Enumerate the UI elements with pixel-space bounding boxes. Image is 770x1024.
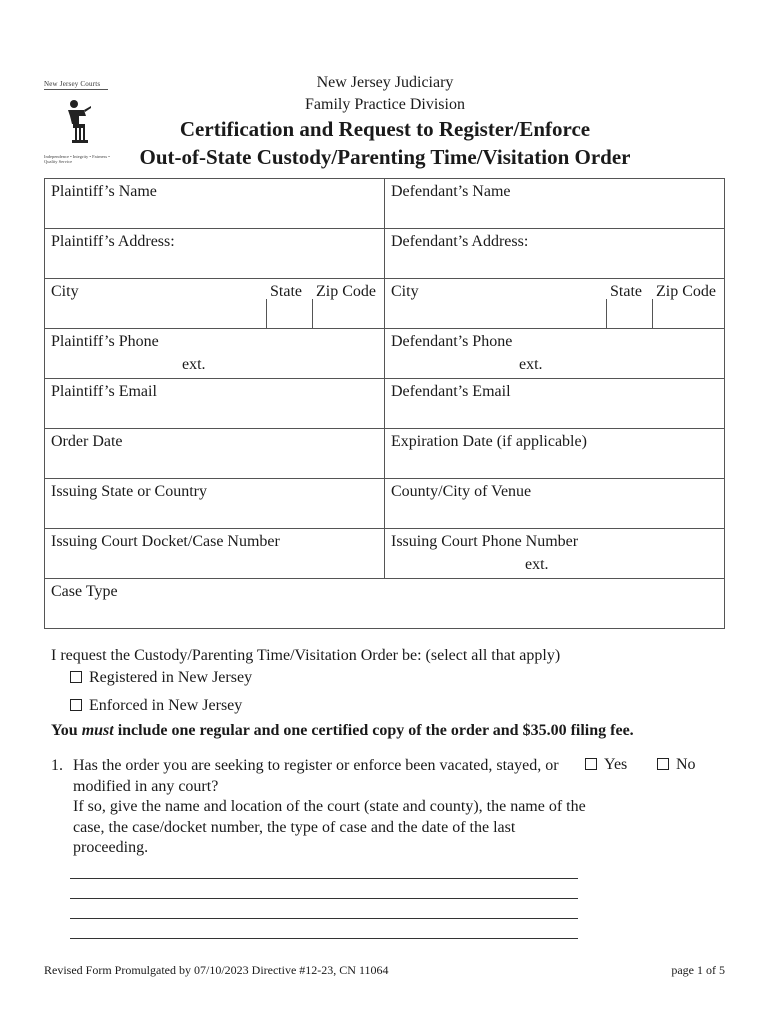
issuing-state-label: Issuing State or Country (51, 483, 207, 500)
plaintiff-address-label: Plaintiff’s Address: (51, 233, 175, 250)
plaintiff-state-divider (266, 299, 267, 328)
plaintiff-ext-label: ext. (182, 356, 206, 373)
enforced-checkbox[interactable] (70, 699, 82, 711)
defendant-state-divider (606, 299, 607, 328)
answer-line-3[interactable] (70, 918, 578, 919)
enforced-label: Enforced in New Jersey (89, 697, 243, 714)
county-venue-label: County/City of Venue (391, 483, 532, 500)
defendant-state-label: State (610, 283, 642, 300)
defendant-phone-label: Defendant’s Phone (391, 333, 513, 350)
footer-revision: Revised Form Promulgated by 07/10/2023 Directive #12-23, CN 11064 (44, 963, 389, 977)
plaintiff-email-field[interactable] (45, 379, 385, 428)
defendant-address-label: Defendant’s Address: (391, 233, 529, 250)
plaintiff-name-label: Plaintiff’s Name (51, 183, 157, 200)
row-dates (45, 429, 724, 479)
registered-checkbox[interactable] (70, 671, 82, 683)
row-case-type (45, 579, 724, 628)
filing-requirement-notice (51, 722, 634, 740)
case-type-label: Case Type (51, 583, 118, 600)
question-1-text: Has the order you are seeking to register or enforce been vacated, stayed, or modified in any court? (73, 757, 559, 795)
docket-number-field[interactable] (45, 529, 385, 578)
form-title-line-2: Out-of-State Custody/Parenting Time/Visitation Order (139, 145, 631, 169)
must-pre: You (51, 722, 82, 739)
defendant-email-field[interactable] (385, 379, 724, 428)
logo-top-text: New Jersey Courts (44, 80, 108, 90)
answer-line-4[interactable] (70, 938, 578, 939)
defendant-city-state-zip (385, 279, 724, 328)
plaintiff-phone-label: Plaintiff’s Phone (51, 333, 159, 350)
party-info-table (44, 178, 725, 629)
question-1-yes-checkbox[interactable] (585, 758, 597, 770)
judiciary-name: New Jersey Judiciary (316, 74, 454, 91)
plaintiff-zip-divider (312, 299, 313, 328)
plaintiff-address-field[interactable] (45, 229, 385, 278)
plaintiff-zip-label: Zip Code (316, 283, 376, 300)
issuing-state-field[interactable] (45, 479, 385, 528)
order-date-label: Order Date (51, 433, 123, 450)
answer-line-1[interactable] (70, 878, 578, 879)
question-1-no-option[interactable] (657, 756, 696, 774)
order-date-field[interactable] (45, 429, 385, 478)
registered-label: Registered in New Jersey (89, 669, 253, 686)
question-1-no-checkbox[interactable] (657, 758, 669, 770)
defendant-name-field[interactable] (385, 179, 724, 228)
defendant-zip-label: Zip Code (656, 283, 716, 300)
plaintiff-phone-field[interactable] (45, 329, 385, 378)
must-post: include one regular and one certified copy of the order and $35.00 filing fee. (113, 722, 634, 739)
question-1-number: 1. (51, 757, 63, 774)
form-title-line-1: Certification and Request to Register/Enforce (179, 117, 591, 141)
defendant-address-field[interactable] (385, 229, 724, 278)
row-phones (45, 329, 724, 379)
division-name: Family Practice Division (305, 96, 465, 113)
footer-page-number: page 1 of 5 (671, 963, 725, 977)
plaintiff-city-state-zip (45, 279, 385, 328)
option-registered[interactable] (70, 669, 252, 687)
plaintiff-email-label: Plaintiff’s Email (51, 383, 157, 400)
question-1-body (73, 756, 593, 859)
plaintiff-city-label: City (51, 283, 79, 300)
row-court (45, 529, 724, 579)
row-city-state-zip (45, 279, 724, 329)
expiration-date-field[interactable] (385, 429, 724, 478)
answer-line-2[interactable] (70, 898, 578, 899)
plaintiff-name-field[interactable] (45, 179, 385, 228)
row-emails (45, 379, 724, 429)
question-1-yes-option[interactable] (585, 756, 627, 774)
defendant-ext-label: ext. (519, 356, 543, 373)
row-names (45, 179, 724, 229)
request-intro: I request the Custody/Parenting Time/Visitation Order be: (select all that apply) (51, 647, 561, 664)
question-1-yes-label: Yes (604, 756, 628, 773)
defendant-zip-divider (652, 299, 653, 328)
question-1-no-label: No (676, 756, 696, 773)
case-type-field[interactable] (45, 579, 724, 628)
question-1 (51, 756, 591, 856)
court-phone-field[interactable] (385, 529, 724, 578)
defendant-email-label: Defendant’s Email (391, 383, 511, 400)
expiration-date-label: Expiration Date (if applicable) (391, 433, 587, 450)
court-phone-ext-label: ext. (525, 556, 549, 573)
question-1-followup: If so, give the name and location of the court (state and county), the name of the case, the case/docket number, the type of case and the date of the last proceeding. (73, 798, 586, 856)
row-venue (45, 479, 724, 529)
must-emphasis: must (81, 722, 114, 739)
defendant-city-label: City (391, 283, 419, 300)
plaintiff-state-label: State (270, 283, 302, 300)
option-enforced[interactable] (70, 697, 242, 715)
defendant-phone-field[interactable] (385, 329, 724, 378)
defendant-name-label: Defendant’s Name (391, 183, 511, 200)
court-phone-label: Issuing Court Phone Number (391, 533, 579, 550)
logo-bottom-text: Independence • Integrity • Fairness • Quality Service (44, 154, 110, 164)
docket-number-label: Issuing Court Docket/Case Number (51, 533, 280, 550)
county-venue-field[interactable] (385, 479, 724, 528)
row-addresses (45, 229, 724, 279)
